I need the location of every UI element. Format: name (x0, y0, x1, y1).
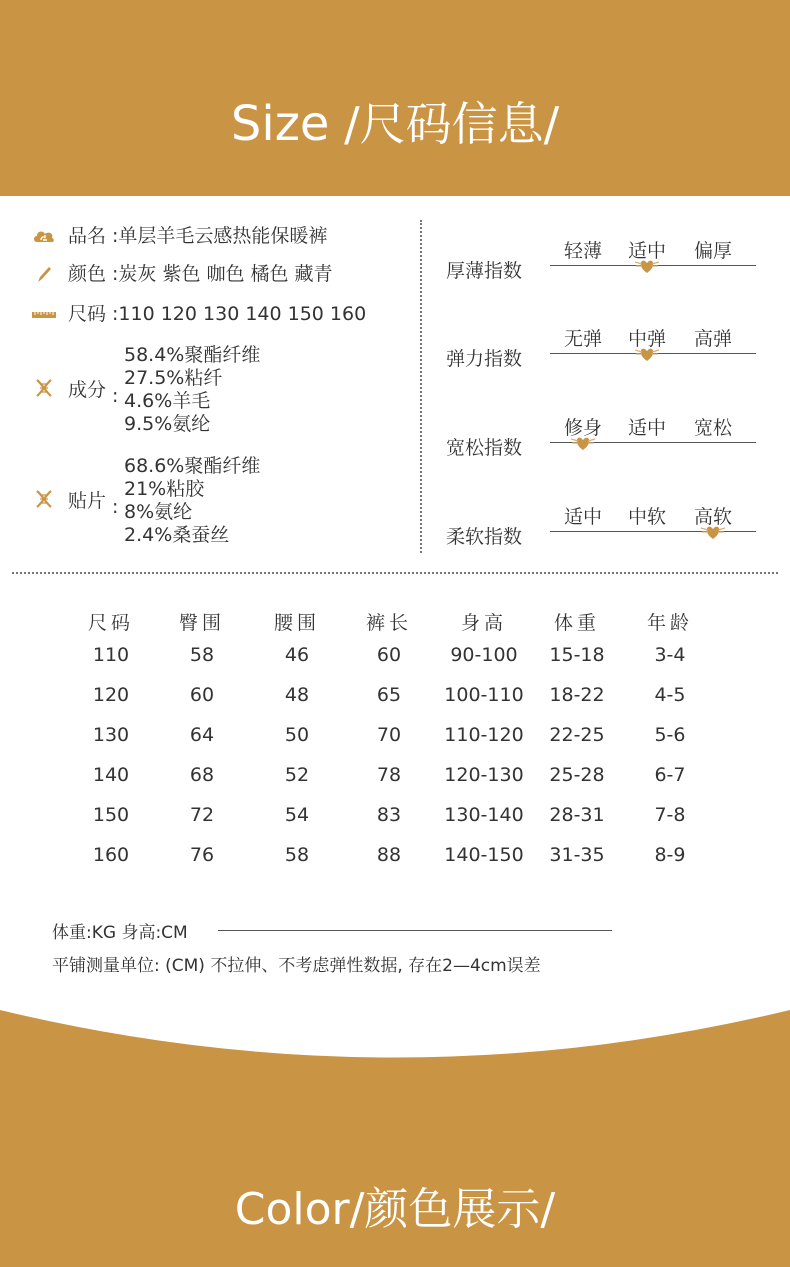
table-cell: 130 (92, 724, 130, 746)
index-option: 无弹 (564, 328, 603, 350)
index-option: 适中 (628, 240, 667, 262)
table-header: 臀围 (178, 612, 225, 634)
table-header: 体重 (553, 612, 600, 634)
color-value: :炭灰 紫色 咖色 橘色 藏青 (112, 263, 333, 285)
composition-line: 9.5%氨纶 (124, 413, 211, 435)
index-elasticity (446, 324, 766, 384)
table-header: 尺码 (87, 612, 134, 634)
table-cell: 65 (376, 684, 402, 706)
table-cell: 88 (376, 844, 402, 866)
table-cell: 110-120 (444, 724, 524, 746)
table-cell: 140 (92, 764, 130, 786)
color-title: Color/颜色展示/ (234, 1184, 556, 1235)
table-cell: 54 (284, 804, 310, 826)
composition-line: 58.4%聚酯纤维 (124, 344, 261, 366)
size-label: 尺码 (68, 303, 107, 325)
table-cell: 50 (284, 724, 310, 746)
table-cell: 22-25 (549, 724, 605, 746)
index-option: 高弹 (694, 328, 733, 350)
table-cell: 15-18 (549, 644, 605, 666)
table-cell: 48 (284, 684, 310, 706)
index-option: 修身 (564, 417, 603, 439)
index-option: 中弹 (628, 328, 667, 350)
patch-list (124, 455, 260, 547)
table-cell: 140-150 (444, 844, 524, 866)
table-cell: 18-22 (549, 684, 605, 706)
dna-icon (32, 378, 56, 398)
table-cell: 83 (376, 804, 402, 826)
size-value: :110 120 130 140 150 160 (112, 303, 367, 325)
color-label: 颜色 (68, 263, 107, 285)
table-cell: 31-35 (549, 844, 605, 866)
pencil-icon (32, 264, 56, 284)
table-cell: 28-31 (549, 804, 605, 826)
patch-line: 68.6%聚酯纤维 (124, 455, 261, 477)
index-fit (446, 413, 766, 473)
table-header: 身高 (460, 612, 507, 634)
table-cell: 76 (189, 844, 215, 866)
size-title: Size /尺码信息/ (230, 96, 560, 152)
vertical-divider (420, 220, 422, 553)
table-cell: 60 (189, 684, 215, 706)
table-cell: 58 (189, 644, 215, 666)
table-cell: 130-140 (444, 804, 524, 826)
table-cell: 68 (189, 764, 215, 786)
table-cell: 25-28 (549, 764, 605, 786)
index-option: 轻薄 (564, 240, 603, 262)
table-cell: 72 (189, 804, 215, 826)
table-header: 腰围 (273, 612, 320, 634)
table-cell: 150 (92, 804, 130, 826)
index-softness (446, 502, 766, 562)
patch-line: 8%氨纶 (124, 501, 193, 523)
table-cell: 58 (284, 844, 310, 866)
units-note: 体重:KG 身高:CM (52, 923, 188, 943)
product-name-value: :单层羊毛云感热能保暖裤 (112, 225, 328, 247)
table-cell: 78 (376, 764, 402, 786)
table-cell: 70 (376, 724, 402, 746)
index-thickness (446, 236, 766, 296)
table-cell: 160 (92, 844, 130, 866)
table-cell: 60 (376, 644, 402, 666)
heart-marker-icon (634, 256, 660, 274)
index-option: 偏厚 (694, 240, 733, 262)
table-cell: 110 (92, 644, 130, 666)
table-cell: 120-130 (444, 764, 524, 786)
color-banner (0, 1010, 790, 1267)
table-header: 年龄 (646, 612, 693, 634)
index-option: 中软 (628, 506, 667, 528)
index-option: 适中 (628, 417, 667, 439)
patch-line: 2.4%桑蚕丝 (124, 524, 230, 546)
composition-list (124, 344, 260, 436)
table-cell: 90-100 (450, 644, 518, 666)
table-cell: 120 (92, 684, 130, 706)
table-cell: 7-8 (654, 804, 686, 826)
cloud-hand-icon (32, 226, 56, 246)
table-cell: 52 (284, 764, 310, 786)
measure-note: 平铺测量单位: (CM) 不拉伸、不考虑弹性数据, 存在2—4cm误差 (52, 956, 541, 976)
table-cell: 5-6 (654, 724, 686, 746)
product-name-label: 品名 (68, 225, 107, 247)
index-option: 宽松 (694, 417, 733, 439)
table-cell: 3-4 (654, 644, 686, 666)
table-cell: 64 (189, 724, 215, 746)
index-name: 宽松指数 (446, 437, 523, 459)
composition-colon: : (112, 385, 119, 407)
units-note-line (218, 930, 612, 931)
heart-marker-icon (634, 344, 660, 362)
patch-line: 21%粘胶 (124, 478, 205, 500)
patch-colon: : (112, 496, 119, 518)
composition-label: 成分 (68, 379, 107, 401)
horizontal-divider (12, 572, 778, 574)
composition-line: 4.6%羊毛 (124, 390, 211, 412)
table-header: 裤长 (365, 612, 412, 634)
table-cell: 100-110 (444, 684, 524, 706)
size-banner (0, 0, 790, 196)
table-cell: 6-7 (654, 764, 686, 786)
heart-marker-icon (700, 522, 726, 540)
composition-line: 27.5%粘纤 (124, 367, 223, 389)
index-name: 弹力指数 (446, 348, 523, 370)
table-cell: 46 (284, 644, 310, 666)
index-option: 适中 (564, 506, 603, 528)
heart-marker-icon (570, 433, 596, 451)
index-name: 柔软指数 (446, 526, 523, 548)
index-name: 厚薄指数 (446, 260, 523, 282)
index-option: 高软 (694, 506, 733, 528)
ruler-icon (32, 304, 56, 324)
patch-label: 贴片 (68, 490, 107, 512)
table-cell: 8-9 (654, 844, 686, 866)
dna-icon (32, 489, 56, 509)
table-cell: 4-5 (654, 684, 686, 706)
